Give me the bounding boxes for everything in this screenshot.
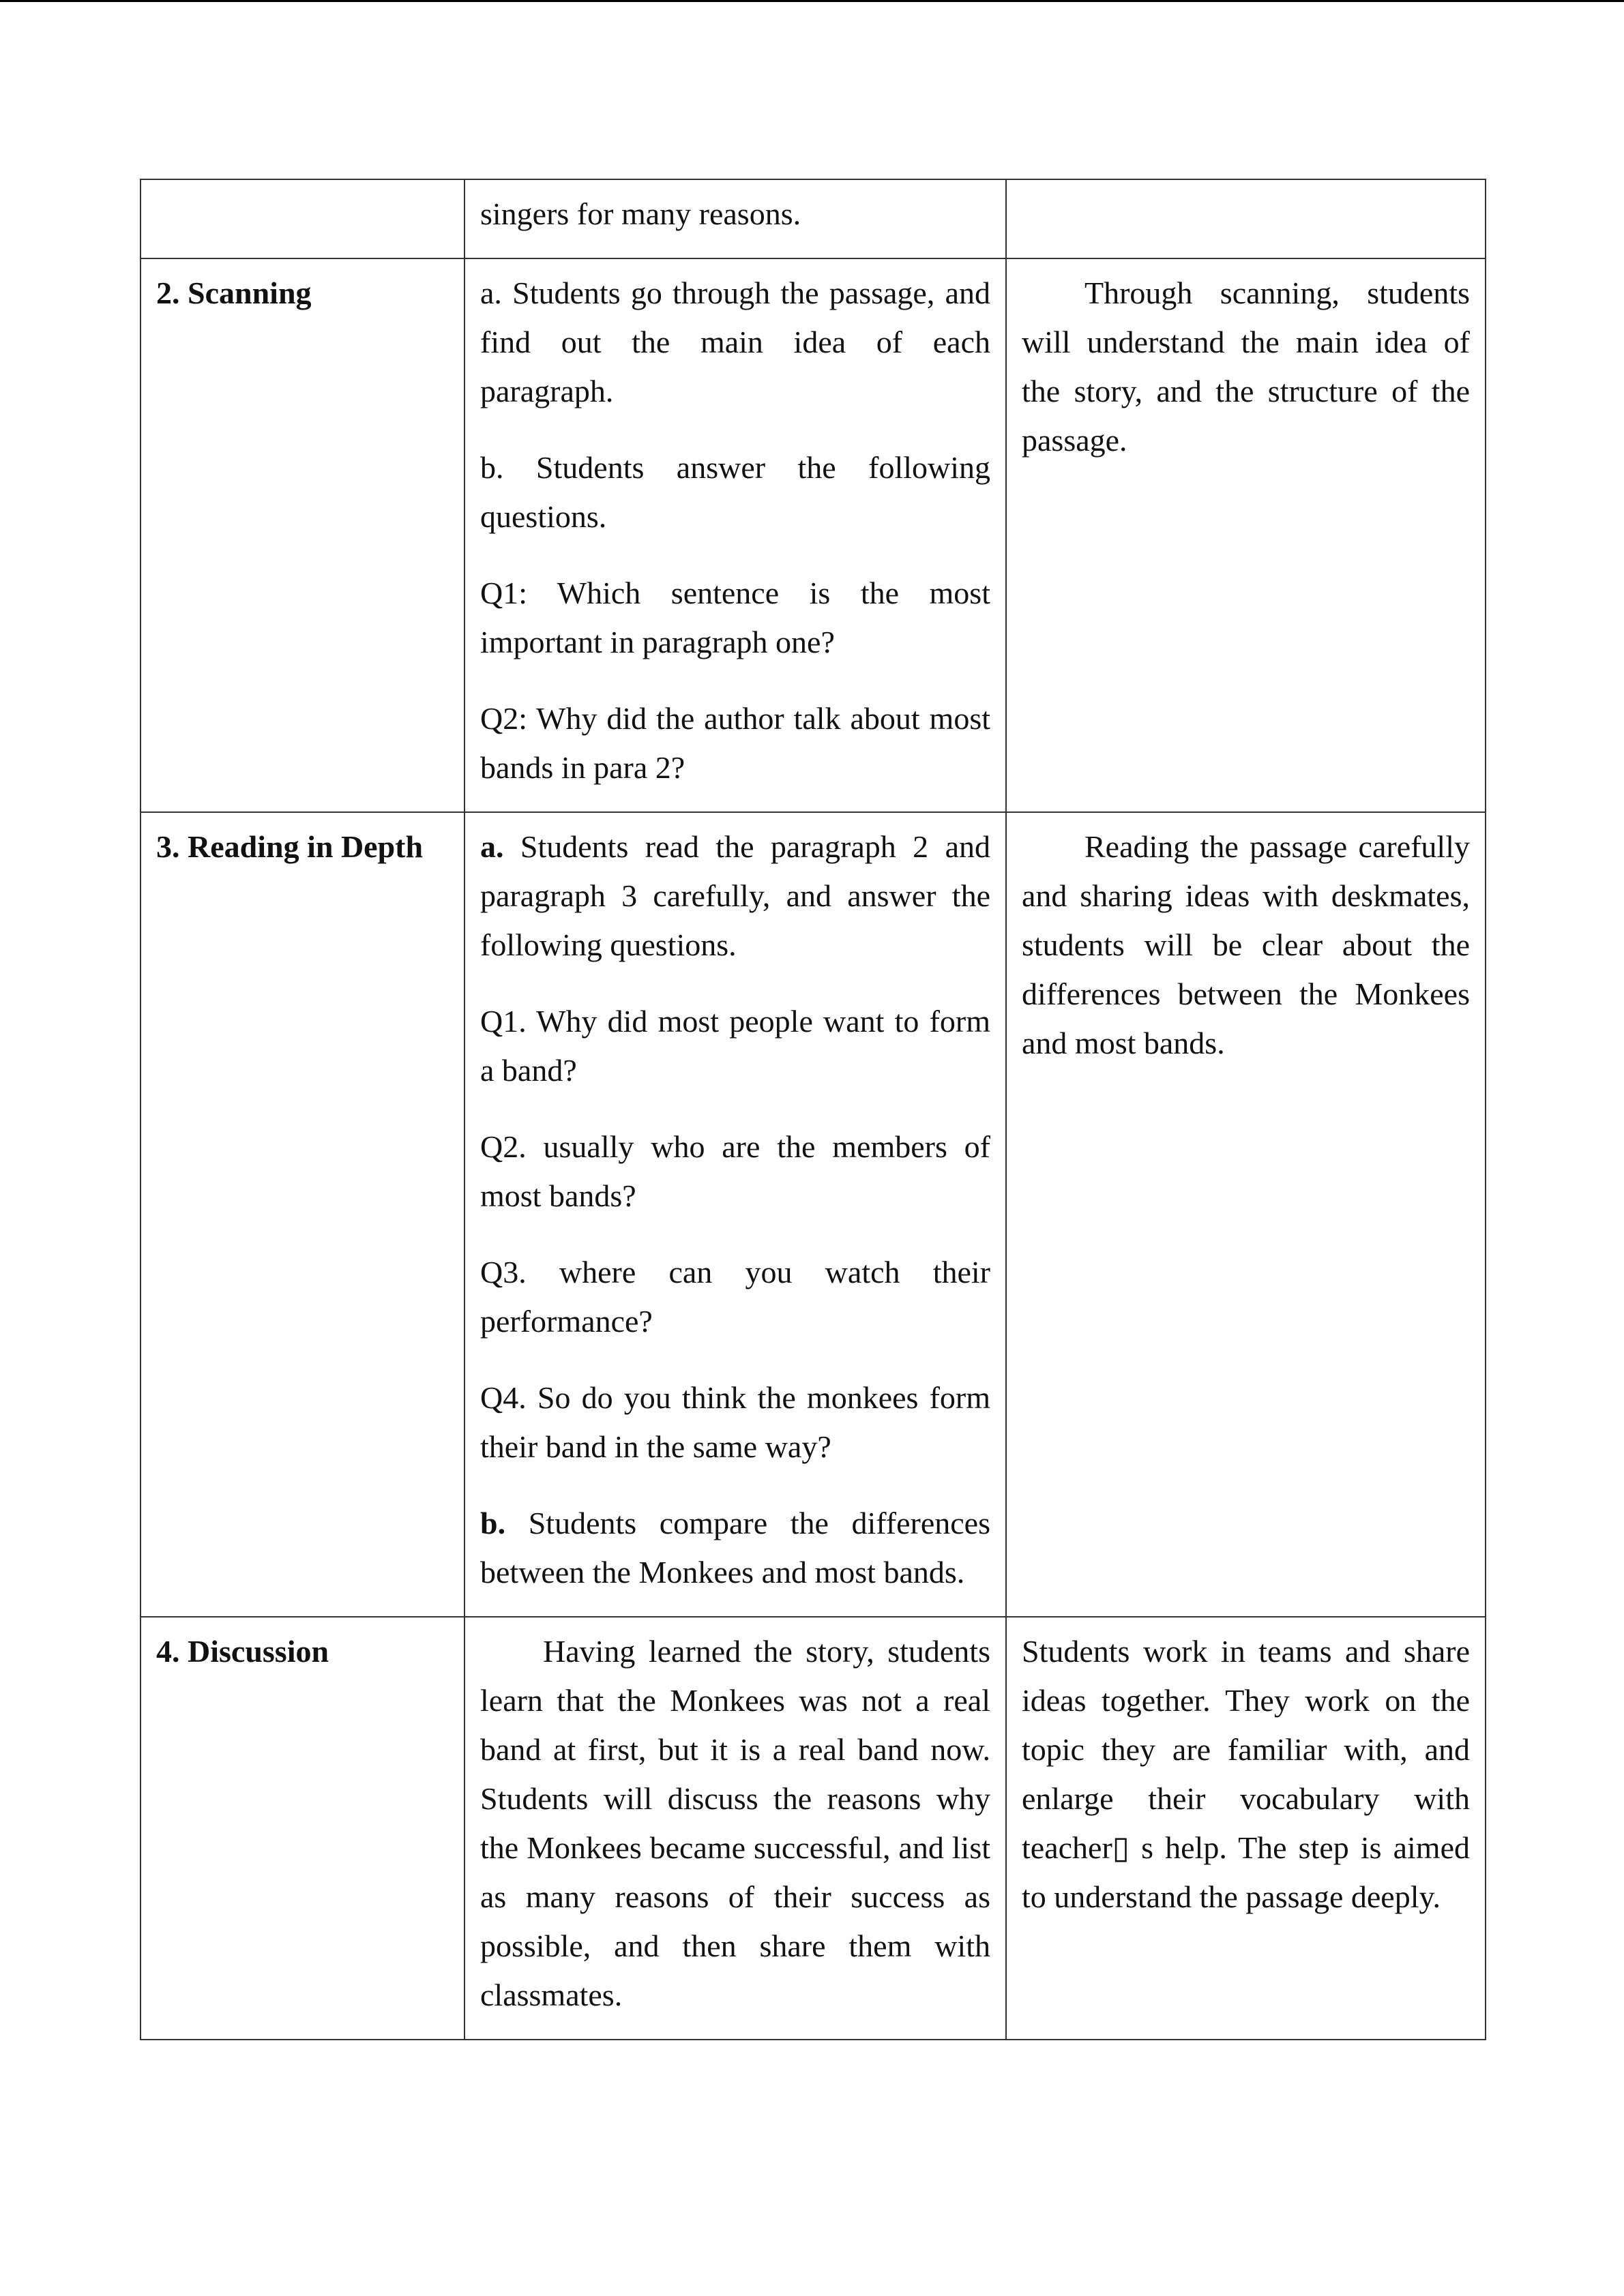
step-cell (141, 1617, 464, 2040)
purpose-text: Through scanning, students will understand the main idea of the story, and the structure of the passage. (1022, 275, 1470, 458)
activity-text: Students read the paragraph 2 and paragraph 3 carefully, and answer the following questions. (480, 829, 990, 962)
activity-paragraph (480, 694, 990, 792)
activity-text: Q1. Why did most people want to form a band? (480, 1004, 990, 1088)
activity-lead: b. (480, 1506, 506, 1540)
activity-paragraph (480, 1627, 990, 2020)
activity-text: a. Students go through the passage, and find out the main idea of each paragraph. (480, 275, 990, 408)
activity-paragraph (480, 1373, 990, 1472)
purpose-cell (1006, 179, 1486, 258)
activity-cell (464, 179, 1006, 258)
activity-text: Q1: Which sentence is the most important in paragraph one? (480, 576, 990, 659)
activity-paragraph (480, 190, 990, 239)
activity-paragraph (480, 1499, 990, 1597)
step-label: 4. Discussion (156, 1634, 329, 1669)
table-row-discussion (141, 1617, 1486, 2040)
activity-paragraph (480, 997, 990, 1095)
activity-paragraph (480, 822, 990, 970)
activity-paragraph (480, 1248, 990, 1346)
page-top-rule (0, 0, 1624, 2)
activity-text: Students compare the differences between the Monkees and most bands. (480, 1506, 990, 1590)
activity-paragraph (480, 1122, 990, 1221)
purpose-text: Reading the passage carefully and sharing ideas with deskmates, students will be clear about the differences between the Monkees and most bands. (1022, 829, 1470, 1060)
activity-cell (464, 812, 1006, 1617)
table-row-continuation (141, 179, 1486, 258)
activity-text: Q2. usually who are the members of most bands? (480, 1129, 990, 1213)
purpose-text: Students work in teams and share ideas together. They work on the topic they are familiar with, and enlarge their vocabulary with teacher▯ s help. The step is aimed to understand the passage deeply. (1022, 1634, 1470, 1914)
purpose-cell (1006, 1617, 1486, 2040)
purpose-cell (1006, 812, 1486, 1617)
activity-paragraph (480, 443, 990, 541)
activity-text: Having learned the story, students learn that the Monkees was not a real band at first, but it is a real band now. Students will discuss the reasons why the Monkees became successful, and list as many reasons of their success as possible, and then share them with classmates. (480, 1634, 990, 2012)
activity-paragraph (480, 269, 990, 416)
table-row-reading-in-depth (141, 812, 1486, 1617)
activity-text: b. Students answer the following questions. (480, 450, 990, 534)
step-label: 3. Reading in Depth (156, 829, 424, 864)
activity-paragraph (480, 569, 990, 667)
lesson-plan-table (140, 179, 1486, 2040)
activity-cell (464, 258, 1006, 812)
step-cell (141, 179, 464, 258)
activity-cell (464, 1617, 1006, 2040)
step-cell (141, 258, 464, 812)
activity-lead: a. (480, 829, 504, 864)
purpose-cell (1006, 258, 1486, 812)
step-label: 2. Scanning (156, 275, 312, 310)
activity-text: Q2: Why did the author talk about most bands in para 2? (480, 701, 990, 785)
activity-text: Q3. where can you watch their performance? (480, 1255, 990, 1339)
step-cell (141, 812, 464, 1617)
table-row-scanning (141, 258, 1486, 812)
activity-text: Q4. So do you think the monkees form their band in the same way? (480, 1380, 990, 1464)
activity-text: singers for many reasons. (480, 196, 801, 231)
